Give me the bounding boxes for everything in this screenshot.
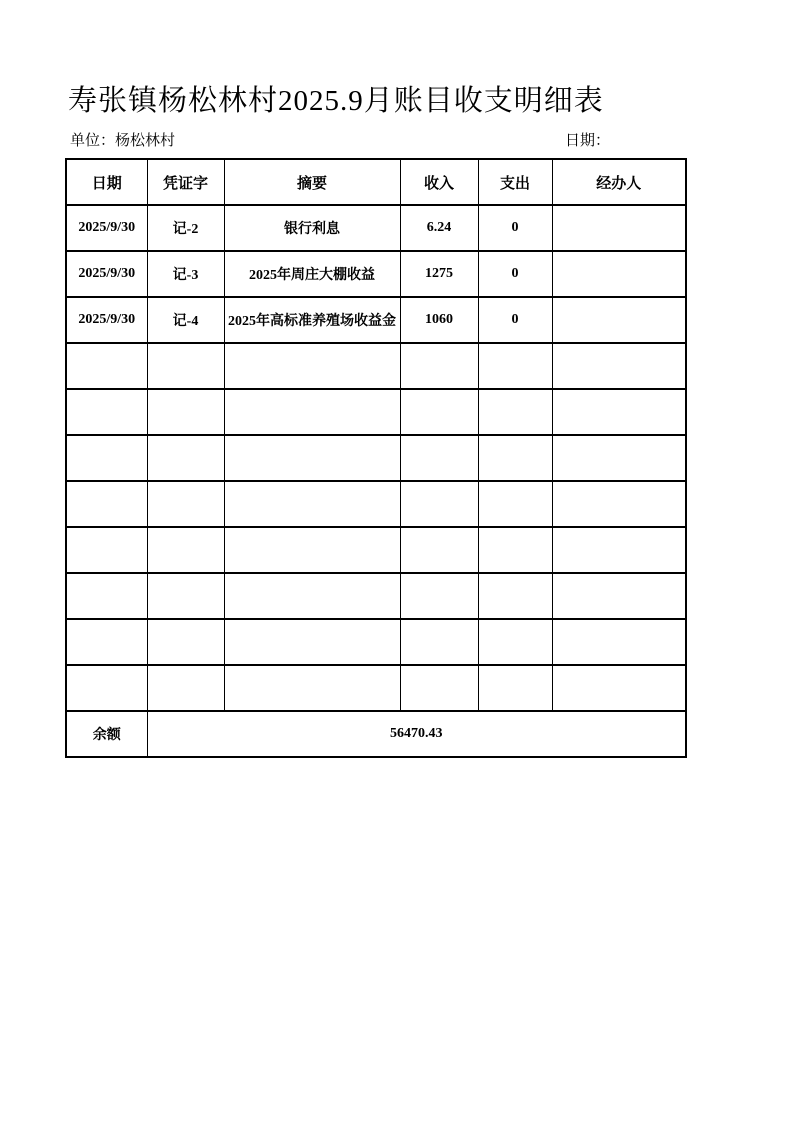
empty-row [66,343,686,389]
empty-cell [478,665,552,711]
empty-cell [478,481,552,527]
empty-cell [66,389,147,435]
empty-row [66,527,686,573]
expense-cell: 0 [478,297,552,343]
header-cell-date: 日期 [66,159,147,205]
balance-value: 56470.43 [147,711,686,757]
balance-label: 余额 [66,711,147,757]
empty-row [66,435,686,481]
empty-row [66,389,686,435]
empty-cell [224,527,400,573]
voucher-cell: 记-3 [147,251,224,297]
handler-cell [552,297,686,343]
empty-cell [400,619,478,665]
empty-cell [66,343,147,389]
ledger-table [65,158,687,758]
table-row [66,251,686,297]
empty-cell [400,665,478,711]
empty-cell [552,665,686,711]
empty-cell [147,665,224,711]
empty-cell [224,481,400,527]
empty-cell [147,481,224,527]
balance-row [66,711,686,757]
empty-cell [400,389,478,435]
empty-cell [224,573,400,619]
empty-cell [224,435,400,481]
empty-cell [400,573,478,619]
empty-cell [552,527,686,573]
empty-cell [478,435,552,481]
empty-cell [478,619,552,665]
empty-cell [400,527,478,573]
empty-cell [66,481,147,527]
table-row [66,297,686,343]
date-cell: 2025/9/30 [66,205,147,251]
empty-row [66,665,686,711]
empty-cell [478,343,552,389]
empty-cell [147,389,224,435]
empty-cell [478,573,552,619]
handler-cell [552,251,686,297]
expense-cell: 0 [478,205,552,251]
empty-cell [224,665,400,711]
empty-cell [147,343,224,389]
empty-cell [552,481,686,527]
empty-row [66,573,686,619]
unit-label: 单位：杨松林村 [70,133,176,149]
empty-cell [66,527,147,573]
empty-cell [147,527,224,573]
date-cell: 2025/9/30 [66,251,147,297]
empty-row [66,481,686,527]
header-cell-summary: 摘要 [224,159,400,205]
header-cell-handler: 经办人 [552,159,686,205]
date-label: 日期： [565,133,611,149]
empty-cell [552,435,686,481]
empty-cell [400,435,478,481]
empty-cell [224,343,400,389]
empty-cell [147,435,224,481]
voucher-cell: 记-4 [147,297,224,343]
summary-cell: 银行利息 [224,205,400,251]
summary-cell: 2025年高标准养殖场收益金 [224,297,400,343]
empty-cell [478,389,552,435]
income-cell: 1060 [400,297,478,343]
handler-cell [552,205,686,251]
empty-cell [66,435,147,481]
empty-cell [66,619,147,665]
empty-cell [552,573,686,619]
summary-cell: 2025年周庄大棚收益 [224,251,400,297]
income-cell: 1275 [400,251,478,297]
income-cell: 6.24 [400,205,478,251]
empty-cell [552,619,686,665]
empty-cell [224,619,400,665]
date-cell: 2025/9/30 [66,297,147,343]
empty-cell [66,573,147,619]
page-title: 寿张镇杨松林村2025.9月账目收支明细表 [68,85,604,117]
empty-cell [552,343,686,389]
header-cell-voucher: 凭证字 [147,159,224,205]
empty-cell [224,389,400,435]
meta-line [0,129,793,149]
empty-cell [552,389,686,435]
voucher-cell: 记-2 [147,205,224,251]
empty-cell [400,343,478,389]
ledger-body [66,205,686,711]
empty-row [66,619,686,665]
empty-cell [400,481,478,527]
header-cell-expense: 支出 [478,159,552,205]
header-cell-income: 收入 [400,159,478,205]
empty-cell [147,573,224,619]
expense-cell: 0 [478,251,552,297]
table-row [66,205,686,251]
empty-cell [66,665,147,711]
empty-cell [478,527,552,573]
empty-cell [147,619,224,665]
header-row [66,159,686,205]
